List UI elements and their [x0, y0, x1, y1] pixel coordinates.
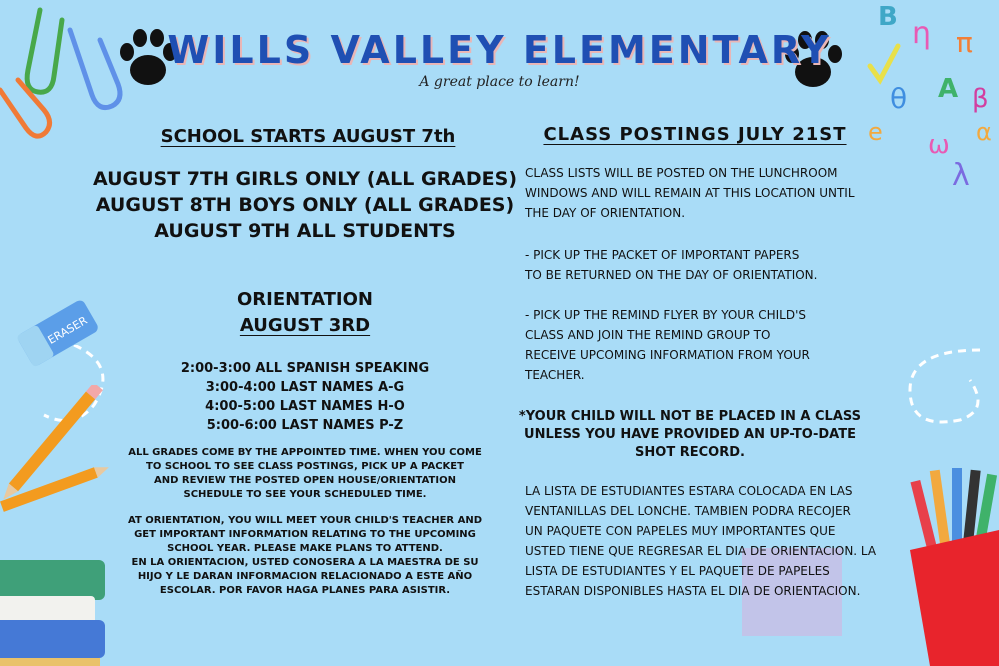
letter-b: B — [878, 2, 898, 32]
start-line: AUGUST 7TH GIRLS ONLY (ALL GRADES) — [92, 168, 518, 190]
packet-info: - PICK UP THE PACKET OF IMPORTANT PAPERS TO BE RETURNED ON THE DAY OF ORIENTATION. — [525, 248, 818, 282]
start-line: AUGUST 8TH BOYS ONLY (ALL GRADES) — [95, 194, 515, 216]
remind-info: - PICK UP THE REMIND FLYER BY YOUR CHILD'S CLASS AND JOIN THE REMIND GROUP TO RECEIVE UPCOMING INFORMATION FROM YOUR TEACHER. — [525, 308, 810, 382]
letter-theta: θ — [890, 82, 908, 115]
schedule-slot: 4:00-5:00 LAST NAMES H-O — [205, 399, 405, 414]
shot-record-notice: *YOUR CHILD WILL NOT BE PLACED IN A CLASS UNLESS YOU HAVE PROVIDED AN UP-TO-DATE SHOT RECORD. — [518, 409, 862, 460]
orientation-heading: ORIENTATION — [237, 289, 373, 310]
letter-a: A — [938, 74, 959, 104]
dashed-loop — [880, 340, 990, 470]
orientation-schedule — [130, 359, 480, 435]
tagline: A great place to learn! — [419, 74, 580, 90]
letter-pi: π — [956, 26, 973, 59]
letter-e: e — [868, 118, 883, 146]
letter-alpha: α — [976, 118, 992, 146]
school-start-heading: SCHOOL STARTS AUGUST 7th — [160, 126, 456, 147]
start-dates — [80, 166, 530, 244]
pencil-cup-icon — [900, 460, 999, 666]
arrival-instructions: ALL GRADES COME BY THE APPOINTED TIME. WHEN YOU COME TO SCHOOL TO SEE CLASS POSTINGS, PICK UP A PACKET AND REVIEW THE POSTED OPEN HOUSE/ORIENTATION SCHEDULE TO SEE YOUR SCHEDULED TIME. — [128, 447, 482, 500]
orientation-date: AUGUST 3RD — [239, 315, 371, 336]
start-line: AUGUST 9TH ALL STUDENTS — [154, 220, 456, 242]
class-postings-heading: CLASS POSTINGS JULY 21ST — [543, 124, 847, 145]
schedule-slot: 5:00-6:00 LAST NAMES P-Z — [206, 418, 404, 433]
letter-beta: β — [972, 84, 989, 114]
letter-omega: ω — [928, 130, 950, 160]
pencils-icon — [0, 385, 120, 515]
schedule-slot: 3:00-4:00 LAST NAMES A-G — [205, 380, 405, 395]
books-icon — [0, 540, 120, 666]
school-title: WILLS VALLEY ELEMENTARY — [167, 28, 832, 72]
eraser-label: ERASER — [45, 313, 90, 347]
class-lists-info: CLASS LISTS WILL BE POSTED ON THE LUNCHROOM WINDOWS AND WILL REMAIN AT THIS LOCATION UNTIL THE DAY OF ORIENTATION. — [525, 166, 855, 220]
orientation-info: AT ORIENTATION, YOU WILL MEET YOUR CHILD'S TEACHER AND GET IMPORTANT INFORMATION RELATING TO THE UPCOMING SCHOOL YEAR. PLEASE MAKE PLANS TO ATTEND. EN LA ORIENTACION, USTED CONOSERA A LA MAESTRA DE SU HIJO Y LE DARAN INFORMACION RELACIONADO A ESTE AÑO ESCOLAR. POR FAVOR HAGA PLANES PARA ASISTIR. — [127, 515, 483, 596]
spanish-info: LA LISTA DE ESTUDIANTES ESTARA COLOCADA EN LAS VENTANILLAS DEL LONCHE. TAMBIEN PODRA RECOJER UN PAQUETE CON PAPELES MUY IMPORTANTES QUE USTED TIENE QUE REGRESAR EL DIA DE ORIENTACION. LA LISTA DE ESTUDIANTES Y EL PAQUETE DE PAPELES ESTARAN DISPONIBLES HASTA EL DIA DE ORIENTACION. — [525, 484, 877, 598]
letter-eta: η — [912, 16, 932, 51]
schedule-slot: 2:00-3:00 ALL SPANISH SPEAKING — [180, 361, 430, 376]
letter-lambda: λ — [952, 158, 970, 193]
